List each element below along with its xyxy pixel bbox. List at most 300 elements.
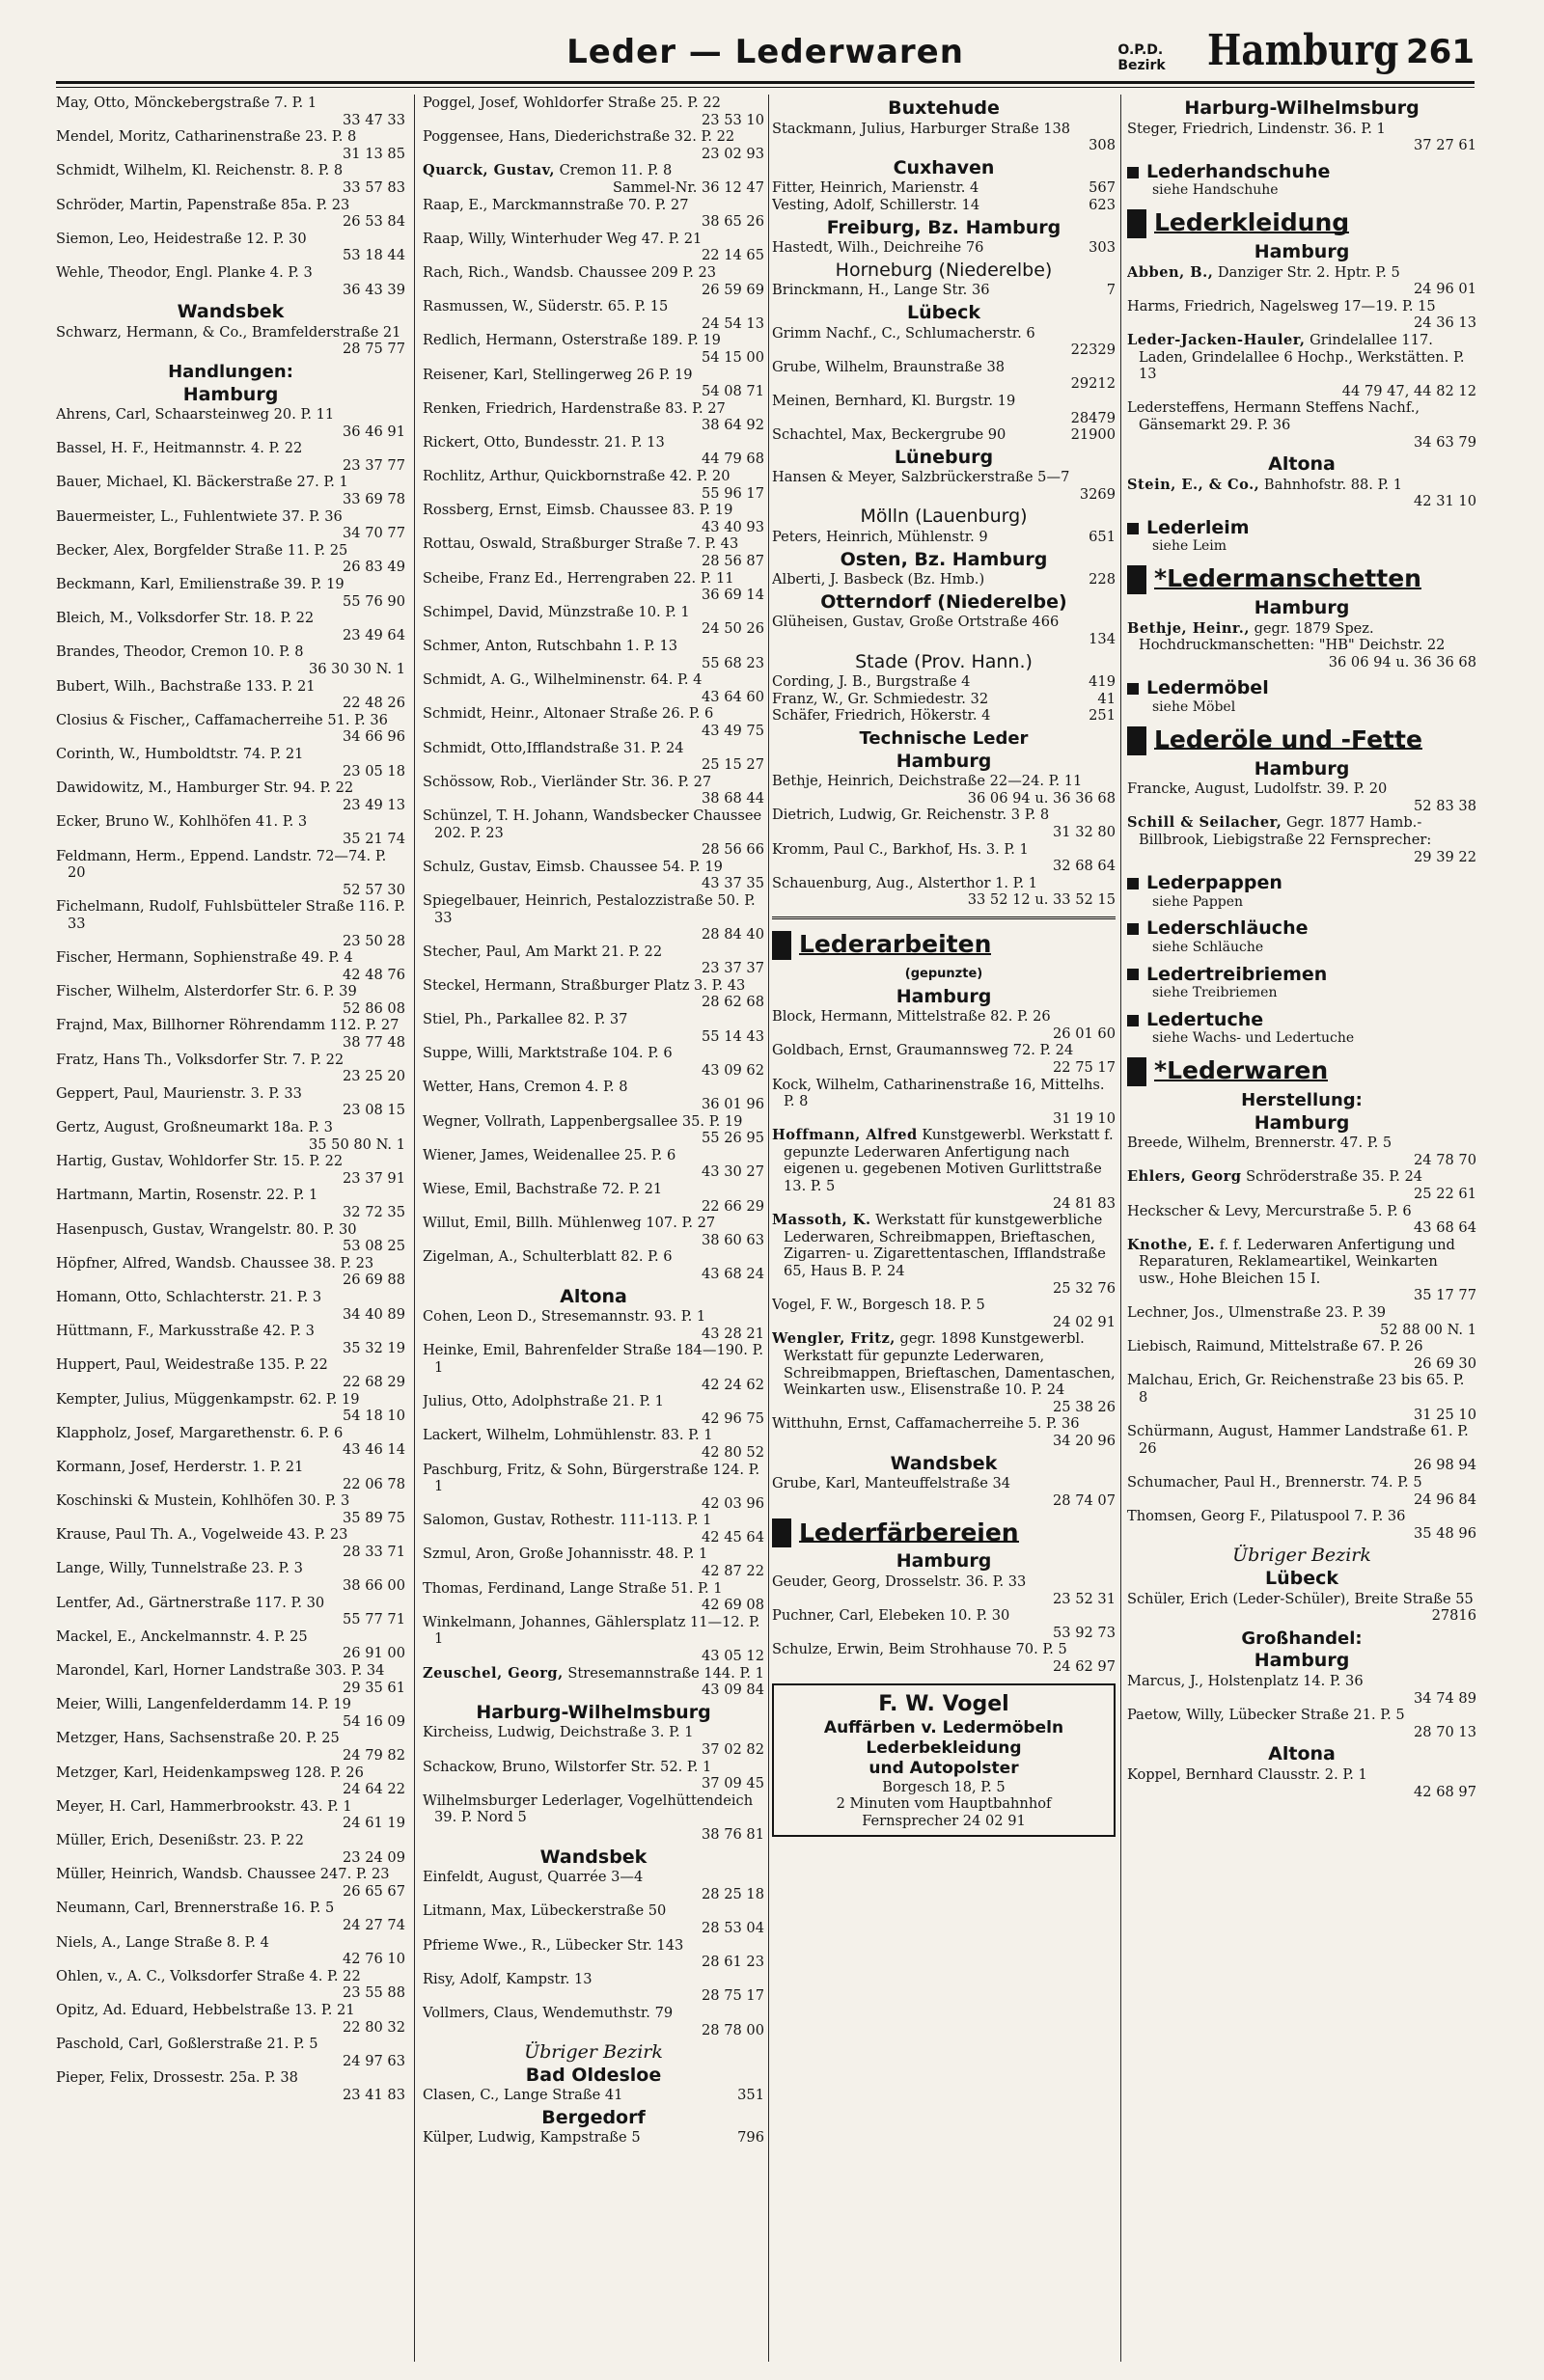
listing-entry (56, 712, 405, 746)
place-heading: Harburg-Wilhelmsburg (476, 1701, 711, 1723)
phone-number: 22329 (1070, 342, 1116, 359)
listing-entry (56, 848, 405, 899)
place-heading: Lübeck (1264, 1567, 1339, 1589)
listing-text: Grube, Wilhelm, Braunstraße 38 (772, 358, 1006, 375)
phone-number: 23 55 88 (343, 1984, 405, 2002)
section-marker-icon (1127, 1015, 1139, 1026)
listing-entry (423, 1045, 764, 1079)
section-label: Ledertuche (1146, 1008, 1264, 1030)
column-1 (56, 95, 405, 2362)
listing-entry (772, 875, 1116, 909)
phone-number: 26 69 30 (1414, 1354, 1476, 1372)
advertisement-box (772, 1683, 1116, 1838)
listing-entry (772, 426, 1116, 444)
phone-number: 54 16 09 (343, 1712, 405, 1730)
phone-number: 23 05 18 (343, 762, 405, 780)
phone-number: 35 50 80 N. 1 (308, 1135, 405, 1153)
cross-reference: siehe Handschuhe (1152, 182, 1279, 199)
cross-reference: siehe Pappen (1152, 893, 1244, 910)
phone-number: 22 68 29 (343, 1373, 405, 1390)
phone-number: 24 02 91 (1053, 1313, 1116, 1330)
listing-text: Koschinski & Mustein, Kohlhöfen 30. P. 3 (56, 1492, 350, 1510)
place-heading: Wandsbek (177, 301, 285, 323)
listing-entry (423, 264, 764, 298)
listing-entry (423, 1512, 764, 1546)
section-marker-icon (1127, 209, 1146, 238)
listing-text: Schulze, Erwin, Beim Strohhause 70. P. 5 (772, 1641, 1067, 1658)
listing-text: Dawidowitz, M., Hamburger Str. 94. P. 22 (56, 780, 354, 797)
listing-text: Reisener, Karl, Stellingerweg 26 P. 19 (423, 366, 693, 383)
place-heading: Hamburg (1254, 240, 1350, 262)
phone-number: 42 69 08 (702, 1597, 764, 1614)
listing-text: Stein, E., & Co., Bahnhofstr. 88. P. 1 (1127, 476, 1402, 493)
listing-text: Schmidt, A. G., Wilhelminenstr. 64. P. 4 (423, 671, 703, 689)
listing-text: Krause, Paul Th. A., Vogelweide 43. P. 23 (56, 1526, 348, 1544)
listing-entry (56, 1289, 405, 1323)
listing-entry (56, 1798, 405, 1832)
listing-entry (772, 1297, 1116, 1330)
phone-number: 42 87 22 (702, 1563, 764, 1580)
listing-entry (1127, 780, 1476, 814)
listing-entry (1127, 1135, 1476, 1168)
listing-entry (772, 393, 1116, 426)
phone-number: 32 72 35 (343, 1204, 405, 1220)
place-heading: Hamburg (896, 1550, 992, 1573)
listing-entry (56, 1391, 405, 1425)
listing-entry (423, 892, 764, 944)
place-heading: Hamburg (1254, 1650, 1350, 1672)
listing-entry (1127, 1338, 1476, 1372)
listing-entry (772, 1641, 1116, 1675)
listing-text: Marcus, J., Holstenplatz 14. P. 36 (1127, 1672, 1364, 1689)
listing-text: Hartig, Gustav, Wohldorfer Str. 15. P. 22 (56, 1153, 344, 1170)
section-heading (1127, 160, 1476, 182)
listing-entry (423, 95, 764, 128)
listing-text: Rickert, Otto, Bundesstr. 21. P. 13 (423, 433, 665, 451)
listing-entry (772, 773, 1116, 807)
phone-number: 55 26 95 (702, 1130, 764, 1147)
listing-text: Koppel, Bernhard Clausstr. 2. P. 1 (1127, 1765, 1367, 1783)
listing-text: Steckel, Hermann, Straßburger Platz 3. P. 43 (423, 976, 746, 994)
listing-text: Salomon, Gustav, Rothestr. 111-113. P. 1 (423, 1512, 712, 1529)
listing-entry (1127, 814, 1476, 865)
phone-number: 22 48 26 (343, 695, 405, 712)
listing-text: Liebisch, Raimund, Mittelstraße 67. P. 26 (1127, 1338, 1423, 1355)
place-heading: Altona (1268, 1743, 1336, 1765)
listing-text: Schachtel, Max, Beckergrube 90 (772, 426, 1006, 444)
listing-text: Schauenburg, Aug., Alsterthor 1. P. 1 (772, 874, 1038, 891)
sub-heading: (gepunzte) (904, 966, 983, 981)
phone-number: 22 06 78 (343, 1475, 405, 1492)
listing-entry (1127, 1168, 1476, 1202)
listing-text: Beckmann, Karl, Emilienstraße 39. P. 19 (56, 576, 345, 593)
listing-entry (423, 1011, 764, 1045)
phone-number: 38 60 63 (702, 1231, 764, 1248)
listing-entry (56, 1255, 405, 1289)
phone-number: 28 84 40 (702, 926, 764, 944)
listing-entry (1127, 1673, 1476, 1707)
place-heading: Hamburg (896, 750, 992, 772)
listing-text: Becker, Alex, Borgfelder Straße 11. P. 25 (56, 541, 348, 559)
listing-entry (772, 1212, 1116, 1297)
phone-number: 26 91 00 (343, 1645, 405, 1662)
listing-entry (423, 197, 764, 231)
listing-entry (423, 944, 764, 977)
phone-number: 22 66 29 (702, 1197, 764, 1215)
listing-entry (56, 1595, 405, 1628)
listing-entry (772, 239, 1116, 257)
listing-entry (423, 367, 764, 400)
phone-number: 38 68 44 (702, 790, 764, 807)
phone-number: 28 61 23 (702, 1954, 764, 1971)
listing-entry (56, 1425, 405, 1459)
phone-number: 31 19 10 (1053, 1109, 1116, 1127)
phone-number: 55 96 17 (702, 484, 764, 502)
phone-number: 34 63 79 (1414, 433, 1476, 451)
listing-entry (56, 2036, 405, 2069)
listing-text: Rochlitz, Arthur, Quickbornstraße 42. P. 20 (423, 468, 731, 485)
listing-text: Wetter, Hans, Cremon 4. P. 8 (423, 1079, 628, 1096)
listing-text: Vesting, Adolf, Schillerstr. 14 (772, 196, 980, 213)
listing-text: Vogel, F. W., Borgesch 18. P. 5 (772, 1297, 985, 1314)
phone-number: 25 22 61 (1414, 1185, 1476, 1202)
phone-number: 26 69 88 (343, 1272, 405, 1289)
listing-entry (423, 807, 764, 859)
phone-number: 28 56 66 (702, 841, 764, 859)
listing-text: Schmidt, Heinr., Altonaer Straße 26. P. 6 (423, 705, 714, 723)
listing-entry (423, 468, 764, 502)
place-heading: Altona (560, 1285, 627, 1307)
listing-text: Kempter, Julius, Müggenkampstr. 62. P. 19 (56, 1390, 360, 1408)
listing-text: Knothe, E. f. f. Lederwaren Anfertigung und Reparaturen, Reklameartikel, Weinkarten usw., Hohe Bleichen 15 I. (1127, 1236, 1455, 1287)
phone-number: 36 43 39 (343, 281, 405, 298)
listing-text: Schüler, Erich (Leder-Schüler), Breite Straße 55 (1127, 1590, 1474, 1607)
listing-entry (423, 1937, 764, 1971)
section-heading (1127, 872, 1476, 894)
listing-text: Wiener, James, Weidenallee 25. P. 6 (423, 1146, 676, 1163)
listing-entry (772, 707, 1116, 725)
page-title: Leder — Lederwaren (566, 33, 964, 71)
listing-text: Schulz, Gustav, Eimsb. Chaussee 54. P. 19 (423, 858, 723, 875)
phone-number: 24 54 13 (702, 315, 764, 332)
listing-entry (423, 1724, 764, 1758)
phone-number: 23 02 93 (702, 145, 764, 162)
listing-text: Homann, Otto, Schlachterstr. 21. P. 3 (56, 1288, 322, 1305)
cross-reference: siehe Wachs- und Ledertuche (1152, 1030, 1355, 1047)
phone-number: 24 61 19 (343, 1815, 405, 1832)
section-label: Lederarbeiten (799, 930, 992, 959)
listing-text: Risy, Adolf, Kampstr. 13 (423, 1970, 593, 1987)
listing-entry (1127, 1423, 1476, 1474)
listing-text: Renken, Friedrich, Hardenstraße 83. P. 27 (423, 399, 726, 417)
phone-number: 42 48 76 (343, 966, 405, 983)
listing-entry (56, 898, 405, 949)
listing-text: Fischer, Hermann, Sophienstraße 49. P. 4 (56, 949, 353, 967)
listing-text: Ahrens, Carl, Schaarsteinweg 20. P. 11 (56, 406, 335, 424)
listing-text: Klappholz, Josef, Margarethenstr. 6. P. 6 (56, 1424, 344, 1441)
listing-entry (423, 859, 764, 892)
listing-entry (1127, 264, 1476, 298)
listing-text: Schimpel, David, Münzstraße 10. P. 1 (423, 603, 690, 620)
firm-name: Ehlers, Georg (1127, 1168, 1242, 1186)
phone-number: 24 27 74 (343, 1916, 405, 1933)
phone-number: 43 30 27 (702, 1163, 764, 1181)
listing-text: Corinth, W., Humboldtstr. 74. P. 21 (56, 745, 304, 762)
phone-number: 24 36 13 (1414, 315, 1476, 332)
listing-text: Cohen, Leon D., Stresemannstr. 93. P. 1 (423, 1308, 706, 1326)
place-heading: Buxtehude (888, 97, 1000, 119)
section-heading (1127, 1057, 1476, 1086)
sub-heading: Technische Leder (859, 728, 1029, 749)
section-marker-icon (1127, 969, 1139, 980)
column-divider (768, 95, 769, 2362)
phone-number: 43 46 14 (343, 1441, 405, 1459)
listing-entry (56, 1052, 405, 1085)
phone-number: 38 77 48 (343, 1034, 405, 1052)
listing-entry (772, 1330, 1116, 1415)
listing-text: Hasenpusch, Gustav, Wrangelstr. 80. P. 30 (56, 1220, 357, 1238)
listing-text: May, Otto, Mönckebergstraße 7. P. 1 (56, 95, 317, 111)
phone-number: 43 09 84 (702, 1682, 764, 1699)
listing-entry (1127, 1766, 1476, 1800)
listing-text: Schmidt, Wilhelm, Kl. Reichenstr. 8. P. 8 (56, 162, 344, 179)
region-heading: Übriger Bezirk (524, 2041, 663, 2064)
section-label: Lederpappen (1146, 872, 1282, 894)
phone-number: 28 74 07 (1053, 1491, 1116, 1509)
phone-number: 36 46 91 (343, 423, 405, 440)
section-heading (1127, 963, 1476, 985)
phone-number: 796 (737, 2129, 764, 2147)
listing-entry (56, 1628, 405, 1662)
listing-entry (423, 535, 764, 569)
listing-text: Szmul, Aron, Große Johannisstr. 48. P. 1 (423, 1546, 708, 1563)
phone-number: 23 37 77 (343, 456, 405, 474)
listing-entry (56, 780, 405, 813)
section-label: Lederleim (1146, 516, 1250, 538)
listing-text: Peters, Heinrich, Mühlenstr. 9 (772, 529, 988, 546)
listing-text: Goldbach, Ernst, Graumannsweg 72. P. 24 (772, 1042, 1074, 1059)
listing-entry (56, 1560, 405, 1594)
ad-line1: Auffärben v. Ledermöbeln (823, 1717, 1064, 1737)
phone-number: 43 05 12 (702, 1648, 764, 1665)
listing-text: Cording, J. B., Burgstraße 4 (772, 673, 971, 691)
phone-number: 26 53 84 (343, 213, 405, 231)
phone-number: 43 40 93 (702, 518, 764, 535)
listing-entry (56, 474, 405, 507)
listing-text: Wiese, Emil, Bachstraße 72. P. 21 (423, 1181, 663, 1197)
phone-number: 42 24 62 (702, 1376, 764, 1393)
phone-number: 29212 (1070, 375, 1116, 393)
phone-number: 23 08 15 (343, 1102, 405, 1119)
place-heading: Hamburg (1254, 757, 1350, 780)
phone-number: 42 31 10 (1414, 493, 1476, 510)
listing-text: Rach, Rich., Wandsb. Chaussee 209 P. 23 (423, 263, 717, 281)
phone-number: 35 48 96 (1414, 1524, 1476, 1542)
phone-number: 24 97 63 (343, 2052, 405, 2069)
listing-text: Schmidt, Otto,Ifflandstraße 31. P. 24 (423, 739, 684, 756)
listing-text: Kromm, Paul C., Barkhof, Hs. 3. P. 1 (772, 840, 1029, 858)
listing-text: Massoth, K. Werkstatt für kunstgewerbliche Lederwaren, Schreibmappen, Brieftaschen, Zigarren- u. Zigarettentaschen, Ifflandstraße 65, Haus B. P. 24 (772, 1212, 1106, 1280)
phone-number: 31 13 85 (343, 145, 405, 162)
listing-entry (772, 1415, 1116, 1449)
firm-name: Massoth, K. (772, 1212, 871, 1229)
listing-entry (56, 983, 405, 1017)
section-heading (1127, 917, 1476, 940)
listing-entry (423, 1462, 764, 1513)
listing-text: Geppert, Paul, Maurienstr. 3. P. 33 (56, 1084, 302, 1102)
listing-text: Hastedt, Wilh., Deichreihe 76 (772, 239, 984, 257)
phone-number: 55 68 23 (702, 654, 764, 671)
phone-number: 42 45 64 (702, 1528, 764, 1546)
listing-text: Bethje, Heinrich, Deichstraße 22—24. P. 11 (772, 773, 1083, 790)
phone-number: 35 17 77 (1414, 1287, 1476, 1304)
listing-entry (56, 2069, 405, 2103)
listing-text: Paschold, Carl, Goßlerstraße 21. P. 5 (56, 2036, 318, 2053)
listing-entry (772, 807, 1116, 840)
listing-text: Francke, August, Ludolfstr. 39. P. 20 (1127, 780, 1388, 798)
listing-text: Müller, Erich, Desenißstr. 23. P. 22 (56, 1831, 304, 1848)
phone-number: 22 14 65 (702, 247, 764, 264)
listing-text: Marondel, Karl, Horner Landstraße 303. P. 34 (56, 1662, 385, 1680)
listing-entry (423, 2005, 764, 2038)
section-heading (772, 1518, 1116, 1547)
phone-number: 44 79 68 (702, 451, 764, 468)
listing-entry (423, 502, 764, 535)
phone-number: 52 83 38 (1414, 797, 1476, 814)
listing-text: Lentfer, Ad., Gärtnerstraße 117. P. 30 (56, 1594, 325, 1611)
section-label: Ledermöbel (1146, 677, 1269, 699)
phone-number: 23 41 83 (343, 2086, 405, 2103)
listing-entry (56, 1221, 405, 1255)
listing-text: Abben, B., Danziger Str. 2. Hptr. P. 5 (1127, 263, 1400, 281)
listing-text: Stecher, Paul, Am Markt 21. P. 22 (423, 943, 663, 960)
phone-number: 419 (1089, 673, 1116, 691)
listing-text: Winkelmann, Johannes, Gählersplatz 11—12. P. 1 (423, 1613, 760, 1648)
place-heading: Hamburg (1254, 1111, 1350, 1134)
listing-text: Hansen & Meyer, Salzbrückerstraße 5—7 (772, 469, 1070, 486)
place-heading: Harburg-Wilhelmsburg (1184, 97, 1420, 119)
section-marker-icon (1127, 726, 1146, 755)
listing-text: Meier, Willi, Langenfelderdamm 14. P. 19 (56, 1696, 351, 1713)
phone-number: 25 32 76 (1053, 1279, 1116, 1297)
listing-entry (56, 949, 405, 983)
firm-name: Wengler, Fritz, (772, 1330, 896, 1348)
listing-entry (423, 604, 764, 638)
listing-entry (56, 610, 405, 643)
listing-entry (56, 406, 405, 440)
phone-number: 34 74 89 (1414, 1689, 1476, 1707)
phone-number: 38 64 92 (702, 417, 764, 434)
section-marker-icon (772, 1518, 791, 1547)
listing-entry (56, 231, 405, 264)
listing-text: Harms, Friedrich, Nagelsweg 17—19. P. 15 (1127, 297, 1436, 315)
phone-number: 28 33 71 (343, 1543, 405, 1560)
listing-entry (423, 1546, 764, 1579)
phone-number: 26 59 69 (702, 281, 764, 298)
phone-number: 24 62 97 (1053, 1657, 1116, 1675)
phone-number: 44 79 47, 44 82 12 (1341, 382, 1476, 399)
ad-line4: Borgesch 18, P. 5 (882, 1778, 1006, 1795)
sub-heading: Großhandel: (1241, 1628, 1363, 1649)
cross-reference: siehe Leim (1152, 538, 1227, 555)
listing-text: Wilhelmsburger Lederlager, Vogelhüttendeich 39. P. Nord 5 (423, 1792, 754, 1826)
listing-text: Mendel, Moritz, Catharinenstraße 23. P. 8 (56, 128, 357, 146)
listing-text: Wegner, Vollrath, Lappenbergsallee 35. P. 19 (423, 1112, 743, 1130)
column-3 (772, 95, 1116, 2362)
listing-text: Scheibe, Franz Ed., Herrengraben 22. P. 11 (423, 569, 734, 587)
listing-text: Thomas, Ferdinand, Lange Straße 51. P. 1 (423, 1579, 723, 1597)
listing-text: Rottau, Oswald, Straßburger Straße 7. P. 43 (423, 535, 739, 553)
listing-entry (1127, 1203, 1476, 1237)
listing-entry (423, 400, 764, 434)
listing-text: Schünzel, T. H. Johann, Wandsbecker Chaussee 202. P. 23 (423, 807, 762, 841)
listing-text: Poggensee, Hans, Diederichstraße 32. P. 22 (423, 128, 735, 146)
phone-number: 251 (1089, 707, 1116, 725)
phone-number: 42 96 75 (702, 1409, 764, 1427)
column-2 (423, 95, 764, 2362)
phone-number: 3269 (1079, 485, 1116, 503)
listing-text: Schäfer, Friedrich, Hökerstr. 4 (772, 707, 991, 725)
phone-number: 26 65 67 (343, 1882, 405, 1900)
listing-text: Lackert, Wilhelm, Lohmühlenstr. 83. P. 1 (423, 1427, 713, 1444)
place-heading: Freiburg, Bz. Hamburg (826, 216, 1062, 238)
phone-number: 38 76 81 (702, 1825, 764, 1843)
section-heading (1127, 1008, 1476, 1030)
listing-entry (772, 325, 1116, 359)
listing-entry (56, 128, 405, 162)
listing-entry (423, 2129, 764, 2147)
listing-text: Schumacher, Paul H., Brennerstr. 74. P. 5 (1127, 1474, 1422, 1491)
firm-name: Zeuschel, Georg, (423, 1664, 564, 1682)
cross-reference: siehe Treibriemen (1152, 985, 1278, 1001)
phone-number: 28 56 87 (702, 553, 764, 570)
listing-entry (1127, 1304, 1476, 1338)
listing-entry (423, 1665, 764, 1699)
listing-text: Raap, Willy, Winterhuder Weg 47. P. 21 (423, 230, 703, 247)
phone-number: 28 25 18 (702, 1885, 764, 1902)
listing-entry (56, 1323, 405, 1356)
listing-text: Höpfner, Alfred, Wandsb. Chaussee 38. P. 23 (56, 1254, 374, 1272)
listing-entry (423, 162, 764, 196)
listing-entry (423, 298, 764, 332)
phone-number: 52 57 30 (343, 881, 405, 898)
listing-entry (423, 1971, 764, 2005)
listing-text: Litmann, Max, Lübeckerstraße 50 (423, 1902, 667, 1920)
listing-entry (56, 1492, 405, 1526)
listing-text: Schröder, Martin, Papenstraße 85a. P. 23 (56, 196, 350, 213)
listing-entry (56, 1459, 405, 1492)
listing-text: Fratz, Hans Th., Volksdorfer Str. 7. P. 22 (56, 1051, 345, 1068)
phone-number: 31 25 10 (1414, 1406, 1476, 1423)
ad-line6: Fernsprecher 24 02 91 (862, 1812, 1026, 1829)
listing-text: Külper, Ludwig, Kampstraße 5 (423, 2129, 641, 2147)
listing-text: Schill & Seilacher, Gegr. 1877 Hamb.-Billbrook, Liebigstraße 22 Fernsprecher: (1127, 814, 1432, 848)
listing-entry (772, 529, 1116, 546)
phone-number: 23 50 28 (343, 932, 405, 949)
phone-number: 351 (737, 2087, 764, 2104)
listing-text: Spiegelbauer, Heinrich, Pestalozzistraße 50. P. 33 (423, 891, 756, 926)
phone-number: 29 35 61 (343, 1679, 405, 1696)
sub-heading: Handlungen: (168, 361, 293, 382)
listing-entry (772, 469, 1116, 503)
phone-number: 34 20 96 (1053, 1432, 1116, 1449)
phone-number: 21900 (1070, 426, 1116, 444)
phone-number: 28 75 17 (702, 1987, 764, 2005)
phone-number: 28 70 13 (1414, 1723, 1476, 1740)
listing-entry (772, 197, 1116, 214)
listing-entry (56, 1119, 405, 1153)
phone-number: 34 70 77 (343, 525, 405, 542)
